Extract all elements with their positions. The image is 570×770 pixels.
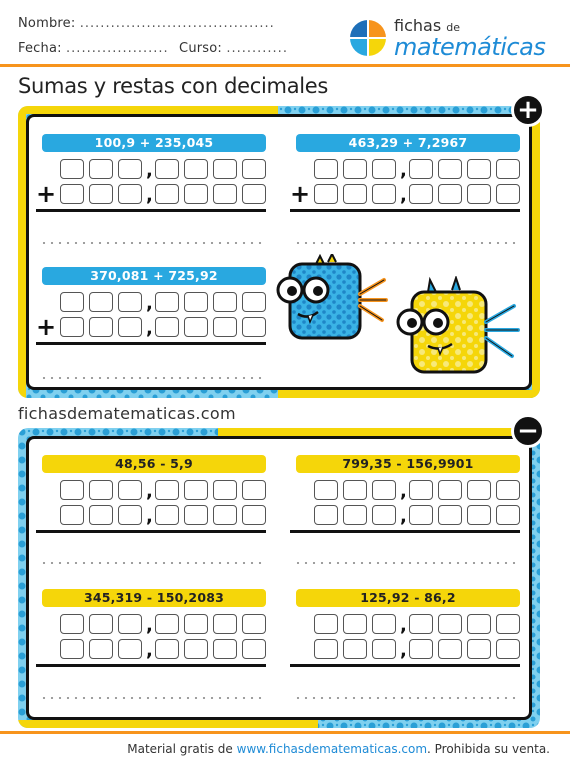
digit-box[interactable] bbox=[314, 505, 338, 525]
digit-box[interactable] bbox=[438, 184, 462, 204]
digit-box[interactable] bbox=[496, 505, 520, 525]
digit-box[interactable] bbox=[242, 159, 266, 179]
sum-line bbox=[290, 530, 520, 533]
sum-line bbox=[290, 664, 520, 667]
digit-box[interactable] bbox=[155, 184, 179, 204]
subtraction-problem bbox=[42, 455, 266, 533]
digit-box[interactable] bbox=[467, 159, 491, 179]
digit-box[interactable] bbox=[184, 317, 208, 337]
course-label: Curso: bbox=[179, 41, 223, 56]
digit-box[interactable] bbox=[118, 159, 142, 179]
dotted-line bbox=[294, 242, 516, 244]
digit-row-bottom bbox=[36, 180, 266, 208]
problem-label: 100,9 + 235,045 bbox=[42, 134, 266, 152]
subtraction-problem bbox=[42, 589, 266, 667]
digit-box[interactable] bbox=[343, 614, 367, 634]
digit-box[interactable] bbox=[409, 184, 433, 204]
date-dots: .................... bbox=[66, 41, 169, 56]
digit-box[interactable] bbox=[314, 614, 338, 634]
footer bbox=[0, 742, 550, 756]
decimal-comma: , bbox=[146, 318, 153, 339]
decimal-comma: , bbox=[400, 615, 407, 636]
digit-box[interactable] bbox=[184, 505, 208, 525]
digit-row-top bbox=[42, 292, 266, 314]
problem-label: 48,56 - 5,9 bbox=[42, 455, 266, 473]
name-dots: ...................................... bbox=[79, 16, 275, 31]
digit-box[interactable] bbox=[184, 639, 208, 659]
digit-box[interactable] bbox=[118, 184, 142, 204]
dotted-line bbox=[294, 562, 516, 564]
digit-box[interactable] bbox=[409, 614, 433, 634]
digit-box[interactable] bbox=[438, 480, 462, 500]
digit-box[interactable] bbox=[372, 184, 396, 204]
digit-box[interactable] bbox=[314, 639, 338, 659]
digit-box[interactable] bbox=[155, 317, 179, 337]
date-label: Fecha: bbox=[18, 41, 62, 56]
digit-box[interactable] bbox=[184, 184, 208, 204]
digit-box[interactable] bbox=[438, 639, 462, 659]
digit-box[interactable] bbox=[343, 505, 367, 525]
digit-box[interactable] bbox=[314, 159, 338, 179]
digit-box[interactable] bbox=[60, 292, 84, 312]
digit-box[interactable] bbox=[242, 614, 266, 634]
digit-box[interactable] bbox=[89, 639, 113, 659]
decimal-comma: , bbox=[146, 615, 153, 636]
decimal-comma: , bbox=[400, 481, 407, 502]
digit-box[interactable] bbox=[496, 184, 520, 204]
digit-box[interactable] bbox=[155, 614, 179, 634]
dotted-line bbox=[40, 377, 262, 379]
digit-box[interactable] bbox=[89, 505, 113, 525]
digit-box[interactable] bbox=[343, 184, 367, 204]
digit-box[interactable] bbox=[89, 480, 113, 500]
digit-box[interactable] bbox=[496, 639, 520, 659]
footer-link[interactable]: www.fichasdematematicas.com bbox=[236, 742, 428, 756]
sum-line bbox=[36, 530, 266, 533]
digit-box[interactable] bbox=[242, 317, 266, 337]
digit-box[interactable] bbox=[213, 184, 237, 204]
digit-box[interactable] bbox=[155, 505, 179, 525]
digit-row-bottom bbox=[42, 639, 266, 661]
digit-box[interactable] bbox=[155, 159, 179, 179]
digit-box[interactable] bbox=[118, 317, 142, 337]
digit-box[interactable] bbox=[467, 505, 491, 525]
digit-box[interactable] bbox=[155, 480, 179, 500]
course-dots: ............ bbox=[226, 41, 288, 56]
logo-icon bbox=[348, 18, 388, 58]
bottom-divider bbox=[0, 731, 570, 734]
dotted-line bbox=[294, 697, 516, 699]
problem-label: 125,92 - 86,2 bbox=[296, 589, 520, 607]
digit-box[interactable] bbox=[60, 505, 84, 525]
problem-label: 463,29 + 7,2967 bbox=[296, 134, 520, 152]
digit-box[interactable] bbox=[343, 480, 367, 500]
digit-box[interactable] bbox=[372, 480, 396, 500]
blue-fish-illustration bbox=[276, 254, 388, 346]
digit-box[interactable] bbox=[314, 184, 338, 204]
digit-row-bottom bbox=[42, 505, 266, 527]
problem-label: 370,081 + 725,92 bbox=[42, 267, 266, 285]
decimal-comma: , bbox=[146, 506, 153, 527]
plus-sign: + bbox=[290, 180, 311, 208]
digit-box[interactable] bbox=[409, 639, 433, 659]
digit-box[interactable] bbox=[467, 184, 491, 204]
digit-box[interactable] bbox=[438, 505, 462, 525]
addition-problem bbox=[36, 267, 266, 345]
name-label: Nombre: bbox=[18, 16, 76, 31]
digit-box[interactable] bbox=[89, 184, 113, 204]
digit-box[interactable] bbox=[89, 614, 113, 634]
digit-box[interactable] bbox=[89, 292, 113, 312]
digit-box[interactable] bbox=[184, 159, 208, 179]
digit-box[interactable] bbox=[496, 159, 520, 179]
name-field[interactable] bbox=[18, 16, 275, 31]
addition-problem bbox=[290, 134, 520, 212]
digit-box[interactable] bbox=[118, 614, 142, 634]
digit-box[interactable] bbox=[60, 480, 84, 500]
digit-row-top bbox=[296, 480, 520, 502]
decimal-comma: , bbox=[146, 160, 153, 181]
problem-label: 345,319 - 150,2083 bbox=[42, 589, 266, 607]
sum-line bbox=[290, 209, 520, 212]
decimal-comma: , bbox=[146, 481, 153, 502]
digit-box[interactable] bbox=[496, 614, 520, 634]
footer-prefix: Material gratis de bbox=[127, 742, 237, 756]
logo bbox=[348, 16, 558, 62]
logo-matematicas: matemáticas bbox=[394, 33, 546, 61]
digit-box[interactable] bbox=[372, 614, 396, 634]
site-label: fichasdematematicas.com bbox=[18, 404, 236, 423]
digit-row-bottom bbox=[290, 180, 520, 208]
minus-icon: − bbox=[511, 414, 545, 448]
digit-box[interactable] bbox=[409, 505, 433, 525]
digit-box[interactable] bbox=[438, 614, 462, 634]
digit-row-top bbox=[296, 614, 520, 636]
decimal-comma: , bbox=[400, 640, 407, 661]
digit-box[interactable] bbox=[213, 159, 237, 179]
sum-line bbox=[36, 342, 266, 345]
digit-box[interactable] bbox=[213, 639, 237, 659]
digit-box[interactable] bbox=[118, 505, 142, 525]
digit-box[interactable] bbox=[184, 292, 208, 312]
plus-icon: + bbox=[511, 93, 545, 127]
page-title: Sumas y restas con decimales bbox=[18, 74, 329, 98]
digit-box[interactable] bbox=[118, 639, 142, 659]
digit-box[interactable] bbox=[60, 639, 84, 659]
digit-box[interactable] bbox=[213, 614, 237, 634]
date-field[interactable] bbox=[18, 41, 288, 56]
digit-box[interactable] bbox=[409, 159, 433, 179]
digit-box[interactable] bbox=[118, 480, 142, 500]
footer-suffix: . Prohibida su venta. bbox=[427, 742, 550, 756]
digit-box[interactable] bbox=[467, 614, 491, 634]
digit-box[interactable] bbox=[184, 614, 208, 634]
digit-box[interactable] bbox=[343, 639, 367, 659]
digit-box[interactable] bbox=[184, 480, 208, 500]
decimal-comma: , bbox=[146, 185, 153, 206]
digit-box[interactable] bbox=[60, 184, 84, 204]
digit-row-bottom bbox=[36, 313, 266, 341]
digit-box[interactable] bbox=[213, 292, 237, 312]
digit-box[interactable] bbox=[314, 480, 338, 500]
decimal-comma: , bbox=[400, 185, 407, 206]
sum-line bbox=[36, 209, 266, 212]
addition-problem bbox=[36, 134, 266, 212]
digit-box[interactable] bbox=[242, 292, 266, 312]
digit-box[interactable] bbox=[496, 480, 520, 500]
digit-box[interactable] bbox=[409, 480, 433, 500]
digit-box[interactable] bbox=[242, 639, 266, 659]
digit-box[interactable] bbox=[372, 505, 396, 525]
digit-row-bottom bbox=[296, 505, 520, 527]
plus-sign: + bbox=[36, 180, 57, 208]
digit-box[interactable] bbox=[60, 317, 84, 337]
dotted-line bbox=[40, 697, 262, 699]
yellow-fish-illustration bbox=[394, 276, 520, 376]
digit-box[interactable] bbox=[60, 614, 84, 634]
digit-row-top bbox=[42, 159, 266, 181]
digit-box[interactable] bbox=[438, 159, 462, 179]
digit-box[interactable] bbox=[242, 480, 266, 500]
subtraction-problem bbox=[296, 455, 520, 533]
logo-fichas: fichas bbox=[394, 16, 442, 35]
digit-box[interactable] bbox=[467, 480, 491, 500]
digit-box[interactable] bbox=[155, 292, 179, 312]
top-divider bbox=[0, 64, 570, 67]
digit-box[interactable] bbox=[155, 639, 179, 659]
digit-box[interactable] bbox=[118, 292, 142, 312]
logo-de: de bbox=[446, 21, 460, 34]
digit-box[interactable] bbox=[60, 159, 84, 179]
digit-box[interactable] bbox=[242, 505, 266, 525]
digit-box[interactable] bbox=[372, 159, 396, 179]
digit-box[interactable] bbox=[467, 639, 491, 659]
digit-row-top bbox=[296, 159, 520, 181]
digit-box[interactable] bbox=[343, 159, 367, 179]
digit-box[interactable] bbox=[213, 480, 237, 500]
sum-line bbox=[36, 664, 266, 667]
digit-box[interactable] bbox=[213, 505, 237, 525]
digit-box[interactable] bbox=[213, 317, 237, 337]
subtraction-problem bbox=[296, 589, 520, 667]
digit-row-top bbox=[42, 480, 266, 502]
dotted-line bbox=[40, 562, 262, 564]
dotted-line bbox=[40, 242, 262, 244]
decimal-comma: , bbox=[400, 506, 407, 527]
decimal-comma: , bbox=[146, 293, 153, 314]
decimal-comma: , bbox=[146, 640, 153, 661]
digit-row-bottom bbox=[296, 639, 520, 661]
problem-label: 799,35 - 156,9901 bbox=[296, 455, 520, 473]
digit-row-top bbox=[42, 614, 266, 636]
digit-box[interactable] bbox=[89, 159, 113, 179]
digit-box[interactable] bbox=[89, 317, 113, 337]
decimal-comma: , bbox=[400, 160, 407, 181]
plus-sign: + bbox=[36, 313, 57, 341]
digit-box[interactable] bbox=[372, 639, 396, 659]
digit-box[interactable] bbox=[242, 184, 266, 204]
